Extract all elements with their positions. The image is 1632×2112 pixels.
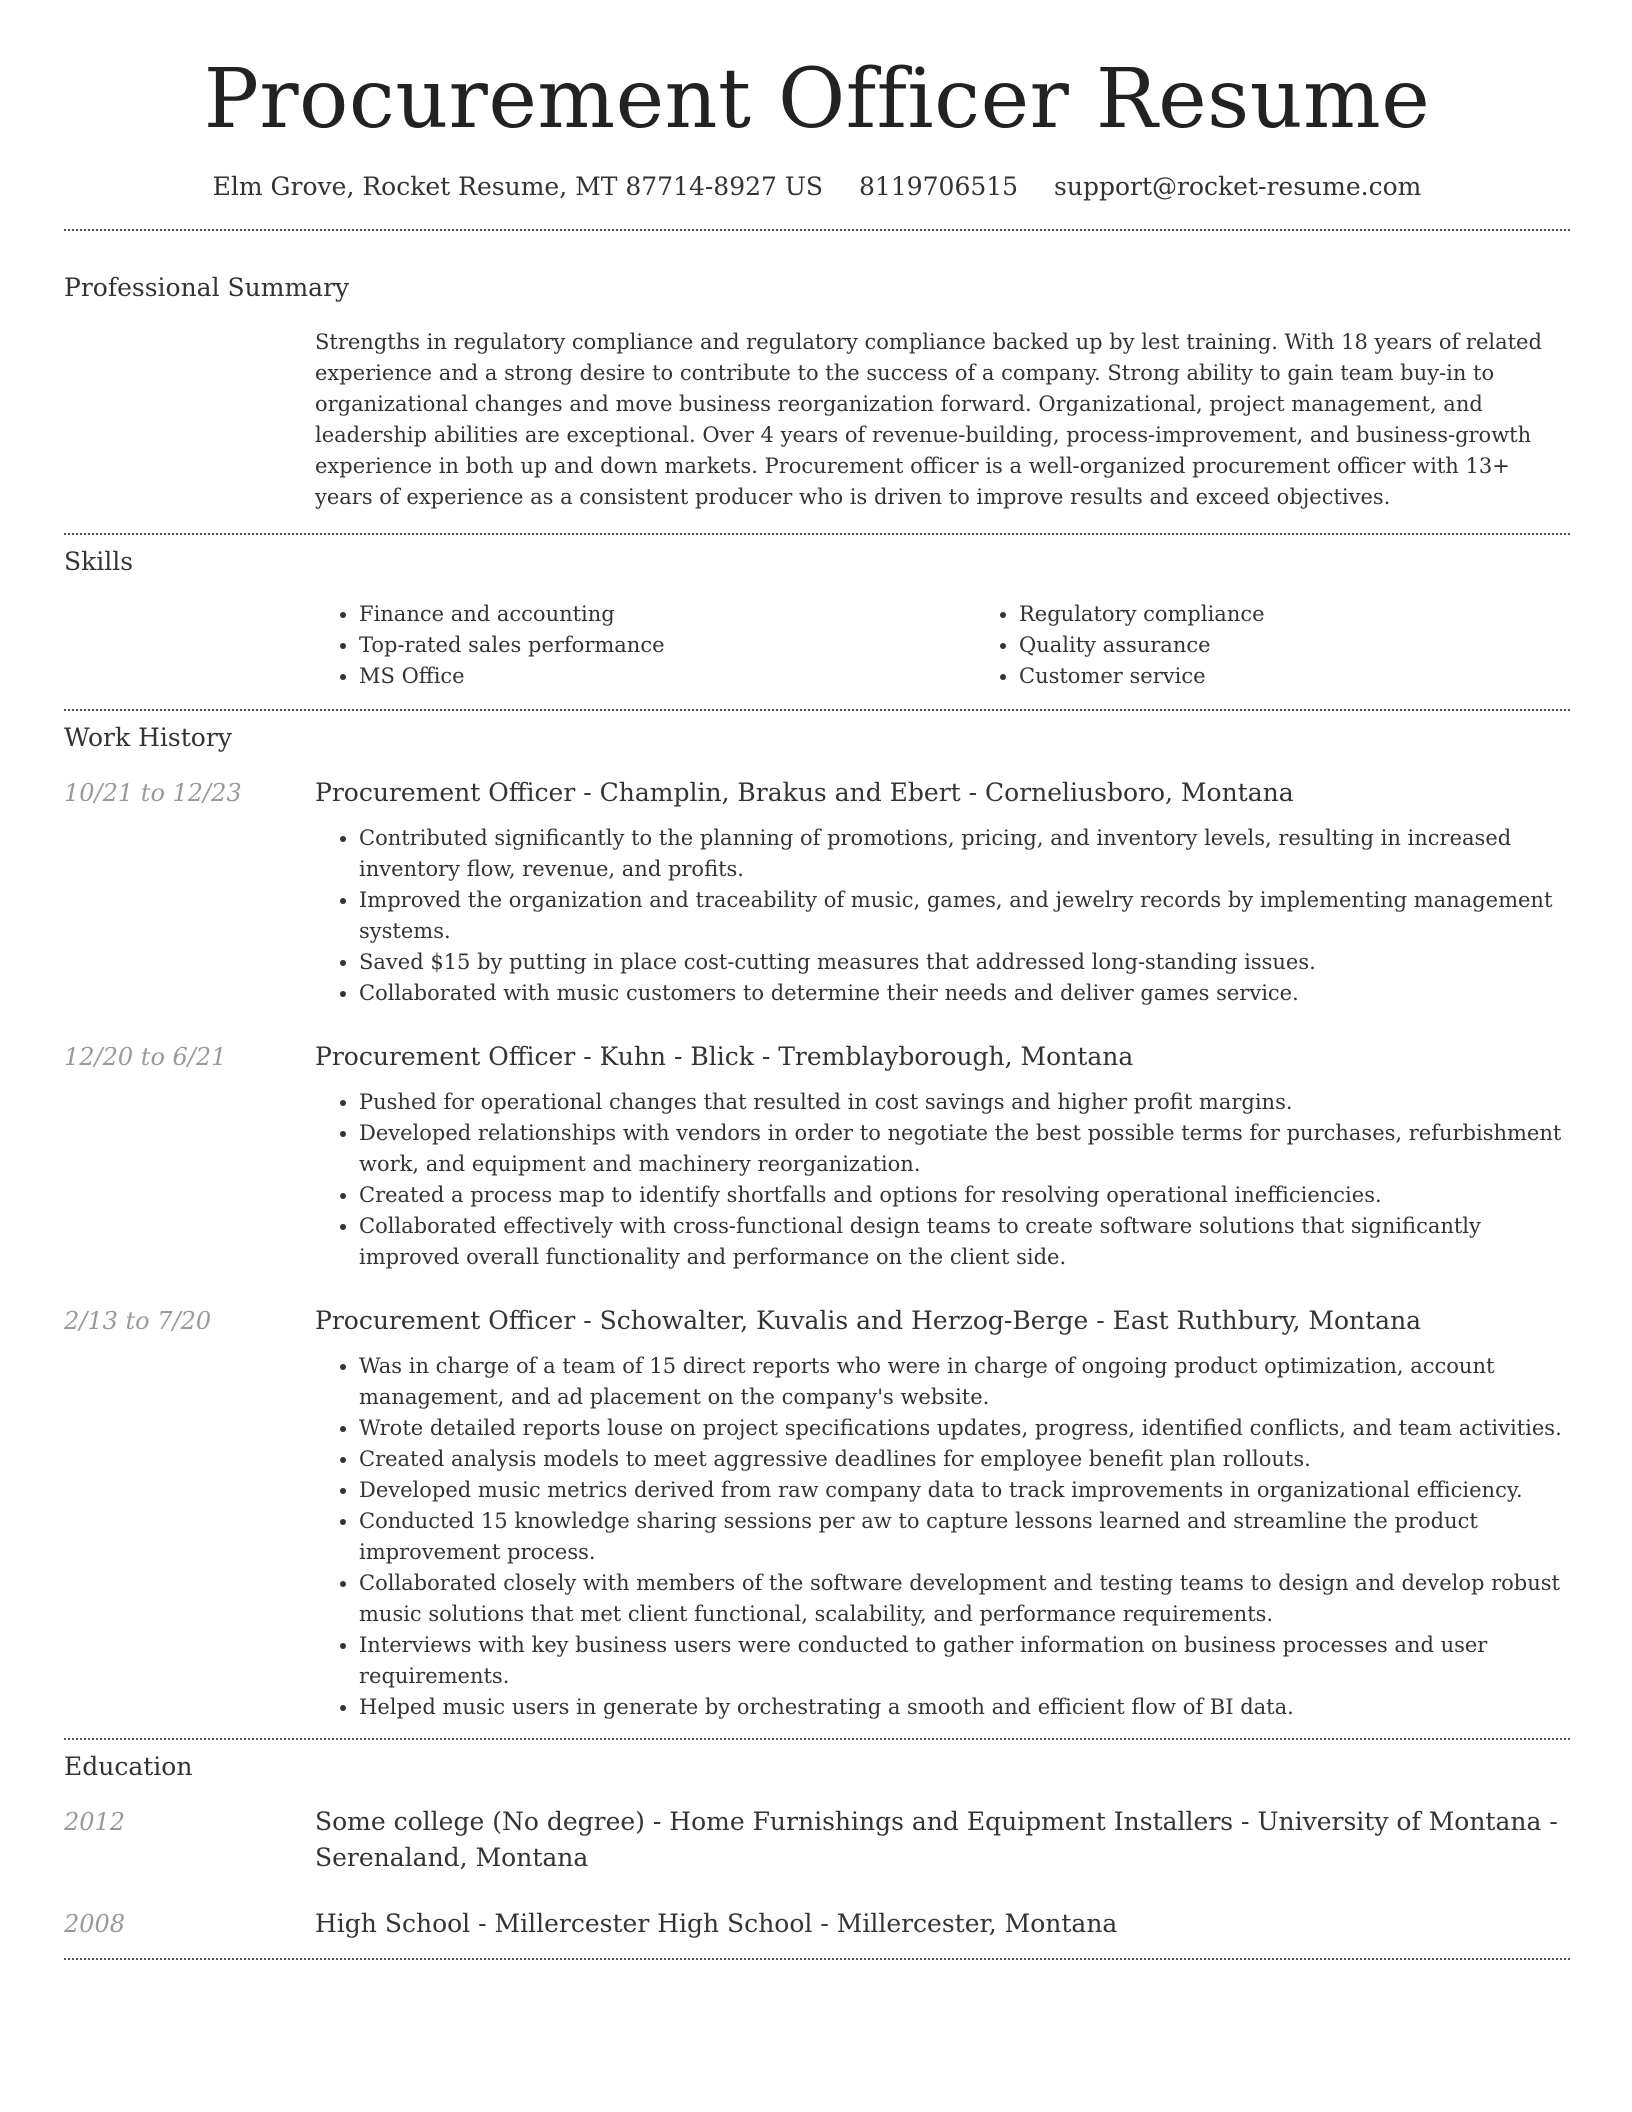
divider	[64, 1738, 1570, 1740]
job-bullet: • Was in charge of a team of 15 direct reports who were in charge of ongoing product optimization, account management, and ad placement on the company's website.	[359, 1351, 1570, 1413]
education-year: 2012	[64, 1808, 126, 1836]
job-bullet: • Saved $15 by putting in place cost-cutting measures that addressed long-standing issues.	[359, 947, 1570, 978]
job-bullet: • Collaborated effectively with cross-functional design teams to create software solutions that significantly improved overall functionality and performance on the client side.	[359, 1211, 1570, 1273]
education-year: 2008	[64, 1910, 126, 1938]
job-bullets	[315, 1087, 1570, 1273]
job-bullet: • Pushed for operational changes that resulted in cost savings and higher profit margins.	[359, 1087, 1570, 1118]
section-heading-education: Education	[64, 1752, 193, 1781]
job-bullet: • Helped music users in generate by orchestrating a smooth and efficient flow of BI data.	[359, 1692, 1570, 1723]
job-title: Procurement Officer - Schowalter, Kuvalis and Herzog-Berge - East Ruthbury, Montana	[315, 1306, 1422, 1335]
section-heading-summary: Professional Summary	[64, 273, 350, 302]
education-entry	[64, 1906, 1570, 1942]
contact-address: Elm Grove, Rocket Resume, MT 87714-8927 US	[212, 172, 824, 201]
skill-item: • Finance and accounting	[359, 599, 975, 630]
section-heading-work: Work History	[64, 723, 232, 752]
skill-item: • Regulatory compliance	[1019, 599, 1632, 630]
job-bullet: • Collaborated with music customers to determine their needs and deliver games service.	[359, 978, 1570, 1009]
summary-section	[64, 271, 1570, 513]
job-title: Procurement Officer - Kuhn - Blick - Tremblayborough, Montana	[315, 1042, 1134, 1071]
contact-line	[64, 170, 1570, 204]
education-section	[64, 1750, 1570, 1942]
job-bullets	[315, 823, 1570, 1009]
job-title: Procurement Officer - Champlin, Brakus and Ebert - Corneliusboro, Montana	[315, 778, 1294, 807]
section-heading-skills: Skills	[64, 547, 134, 576]
contact-email: support@rocket-resume.com	[1054, 172, 1422, 201]
skill-item: • MS Office	[359, 661, 975, 692]
skills-list-left	[315, 599, 975, 692]
skills-list-right	[975, 599, 1632, 692]
education-title: Some college (No degree) - Home Furnishings and Equipment Installers - University of Montana - Serenaland, Montana	[315, 1807, 1558, 1872]
divider	[64, 1958, 1570, 1960]
job-dates: 10/21 to 12/23	[64, 779, 242, 807]
work-section	[64, 721, 1570, 1723]
resume-page	[64, 0, 1570, 1960]
skill-item: • Quality assurance	[1019, 630, 1632, 661]
skill-item: • Customer service	[1019, 661, 1632, 692]
job-bullet: • Contributed significantly to the planning of promotions, pricing, and inventory levels, resulting in increased inventory flow, revenue, and profits.	[359, 823, 1570, 885]
page-title: Procurement Officer Resume	[203, 52, 1431, 147]
job-entry	[64, 1303, 1570, 1723]
skills-grid	[315, 599, 1632, 692]
job-bullet: • Wrote detailed reports louse on project specifications updates, progress, identified conflicts, and team activities.	[359, 1413, 1570, 1444]
education-entry	[64, 1804, 1570, 1876]
job-entry	[64, 1039, 1570, 1273]
job-dates: 2/13 to 7/20	[64, 1307, 212, 1335]
job-entry	[64, 775, 1570, 1009]
job-bullet: • Created analysis models to meet aggressive deadlines for employee benefit plan rollouts.	[359, 1444, 1570, 1475]
contact-phone: 8119706515	[859, 172, 1019, 201]
job-bullet: • Developed music metrics derived from raw company data to track improvements in organizational efficiency.	[359, 1475, 1570, 1506]
education-title: High School - Millercester High School - Millercester, Montana	[315, 1909, 1118, 1938]
job-bullet: • Developed relationships with vendors in order to negotiate the best possible terms for purchases, refurbishment work, and equipment and machinery reorganization.	[359, 1118, 1570, 1180]
summary-text: Strengths in regulatory compliance and regulatory compliance backed up by lest training. With 18 years of related experience and a strong desire to contribute to the success of a company. Strong ability to gain team buy-in to organizational changes and move business reorganization forward. Organizational, project management, and leadership abilities are exceptional. Over 4 years of revenue-building, process-improvement, and business-growth experience in both up and down markets. Procurement officer is a well-organized procurement officer with 13+ years of experience as a consistent producer who is driven to improve results and exceed objectives.	[315, 330, 1542, 509]
job-bullet: • Created a process map to identify shortfalls and options for resolving operational inefficiencies.	[359, 1180, 1570, 1211]
divider	[64, 533, 1570, 535]
job-bullet: • Conducted 15 knowledge sharing sessions per aw to capture lessons learned and streamline the product improvement process.	[359, 1506, 1570, 1568]
job-dates: 12/20 to 6/21	[64, 1043, 227, 1071]
divider	[64, 709, 1570, 711]
job-bullets	[315, 1351, 1570, 1723]
divider	[64, 229, 1570, 231]
skill-item: • Top-rated sales performance	[359, 630, 975, 661]
skills-section	[64, 545, 1570, 692]
job-bullet: • Interviews with key business users were conducted to gather information on business processes and user requirements.	[359, 1630, 1570, 1692]
job-bullet: • Collaborated closely with members of the software development and testing teams to design and develop robust music solutions that met client functional, scalability, and performance requirements.	[359, 1568, 1570, 1630]
job-bullet: • Improved the organization and traceability of music, games, and jewelry records by implementing management systems.	[359, 885, 1570, 947]
